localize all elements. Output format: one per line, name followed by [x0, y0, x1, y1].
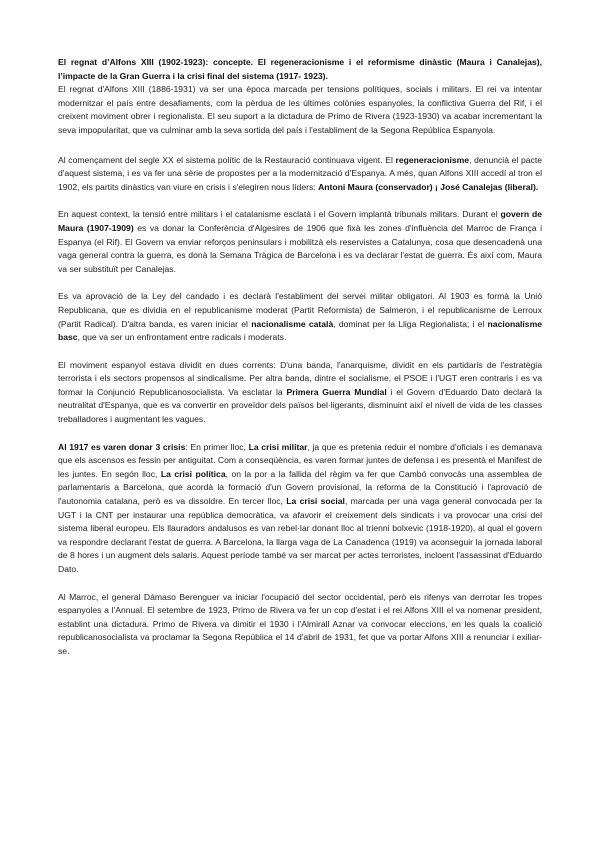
paragraph-marroc: Al Marroc, el general Dámaso Berenguer va iniciar l'ocupació del sector occidental, però els rifenys van derrotar les tropes espanyoles a l'Annual. El setembre de 1923, Primo de Rivera va fer un cop d'estat i el rei Alfons XIII el va nomenar president, establint una dictadura. Primo de Rivera va dimitir el 1930 i l'Almirall Aznar va convocar eleccions, en les quals la coalició republicanosocialista va proclamar la Segona República el 14 d'abril de 1931, fet que va portar Alfons XIII a renunciar i exiliar-se. [58, 591, 542, 656]
highlight-govern-maura: govern de Maura (1907-1909) [58, 209, 542, 233]
paragraph-maura: En aquest context, la tensió entre militars i el catalanisme esclatà i el Govern implantà tribunals militars. Durant el govern de Maura (1907-1909) es va donar la Conferència d'Algesires de 1906 que fixà les zones d'influència del Marroc de França i Espanya (el Rif). El Govern va enviar reforços peninsulars i mobilitzà els reservistes a Catalunya, cosa que desencadenà una vaga general contra la guerra, es donà la Semana Tràgica de Barcelona i es va declarar l'estat de guerra. És així com, Maura va ser substituït per Canalejas. [58, 209, 542, 274]
highlight-3-crisis: Al 1917 es varen donar 3 crisis [58, 441, 186, 452]
paragraph-moviment-obrer: El moviment espanyol estava dividit en dues corrents: D'una banda, l'anarquisme, dividit en els partidaris de l'estratègia terrorista i els sectors propensos al sindicalisme. Per altra banda, dintre el socialisme, el PSOE i l'UGT eren contraris i es va formar la Conjunció Republicanosocialista. Va esclatar la Primera Guerra Mundial i el Govern d'Eduardo Dato declarà la neutralitat d'Espanya, que es va convertir en proveïdor dels països bel·ligerants, disminuint així el nivell de vida de les classes treballadores i augmentant les vagues. [58, 359, 542, 425]
title-text: El regnat d’Alfons XIII (1902-1923): concepte. El regeneracionisme i el reformisme dinàstic (Maura i Canalejas), l’impacte de la Gran Guerra i la crisi final del sistema (1917- 1923). [58, 57, 542, 81]
paragraph-nacionalismes: Es va aprovació de la Ley del candado i es declarà l'establiment del servei militar obligatori. Al 1903 es formà la Unió Republicana, que es dividia en el republicanisme moderat (Partit Reformista) de Salmeron, i el republicanisme de Lerroux (Partit Radical). D'altra banda, es varen iniciar el nacionalisme català, dominat per la Lliga Regionalista; i el nacionalisme basc, que va ser un enfrontament entre radicals i moderats. [58, 291, 542, 343]
document-page [58, 56, 542, 673]
highlight-nacionalisme-catala: nacionalisme català [251, 318, 334, 329]
highlight-leaders: Antoni Maura (conservador) ¡ José Canalejas (liberal). [318, 181, 539, 192]
paragraph-crisis-1917: Al 1917 es varen donar 3 crisis: En primer lloc, La crisi militar, ja que es pretenia reduir el nombre d'oficials i es demanava que els ascensos es fessin per antiguitat. Com a conseqüència, es varen formar juntes de defensa i es presentà el Manifest de les juntes. En segón lloc, La crisi política, on la por a la fallida del règim va fer que Cambó convocàs una assemblea de parlamentaris a Barcelona, que acordà la formació d'un Govern provisional, la reforma de la Constitució i l'aprovació de l'autonomia catalana, però es va dissoldre. En tercer lloc, La crisi social, marcada per una vaga general convocada per la UGT i la CNT per instaurar una república democràtica, va afavorir el creixement dels sindicats i va provocar una crisi del sistema liberal europeu. Els llauradors andalusos es van rebel·lar donant lloc al trienni bolxevic (1918-1920), al qual el govern va respondre declarant l'estat de guerra. A Barcelona, la llarga vaga de La Canadenca (1919) va aconseguir la jornada laboral de 8 hores i un augment dels salaris. Aquest període també va ser marcat per actes terroristes, incloent l'assassinat d'Eduardo Dato. [58, 441, 542, 574]
highlight-crisi-politica: La crisi política [160, 468, 226, 479]
highlight-crisi-social: La crisi social [286, 496, 345, 507]
highlight-nacionalisme-basc: nacionalisme basc [58, 318, 542, 343]
document-title [58, 56, 542, 83]
highlight-regeneracionisme: regeneracionisme [395, 154, 470, 165]
paragraph-regeneracionisme: Al començament del segle XX el sistema polític de la Restauració continuava vigent. El regeneracionisme, denuncià el pacte d'aquest sistema, i es va fer una sèrie de propostes per a la modernització d'Espanya. A més, quan Alfons XIII accedí al tron el 1902, els partits dinàstics van viure en crisis i s'elegiren nous líders: Antoni Maura (conservador) ¡ José Canalejas (liberal). [58, 154, 542, 192]
highlight-primera-guerra-mundial: Primera Guerra Mundial [286, 386, 387, 397]
highlight-crisi-militar: La crisi militar [248, 441, 308, 452]
intro-paragraph: El regnat d'Alfons XIII (1886-1931) va ser una època marcada per tensions polítiques, socials i militars. El rei va intentar modernitzar el país entre desafiaments, com la pèrdua de les últimes colònies espanyoles, la conflictiva Guerra del Rif, i el creixent moviment obrer i regionalista. El seu suport a la dictadura de Primo de Rivera (1923-1930) va acabar incrementant la seva impopularitat, que va culminar amb la seva sortida del país i l'establiment de la Segona República Espanyola. [58, 84, 542, 135]
